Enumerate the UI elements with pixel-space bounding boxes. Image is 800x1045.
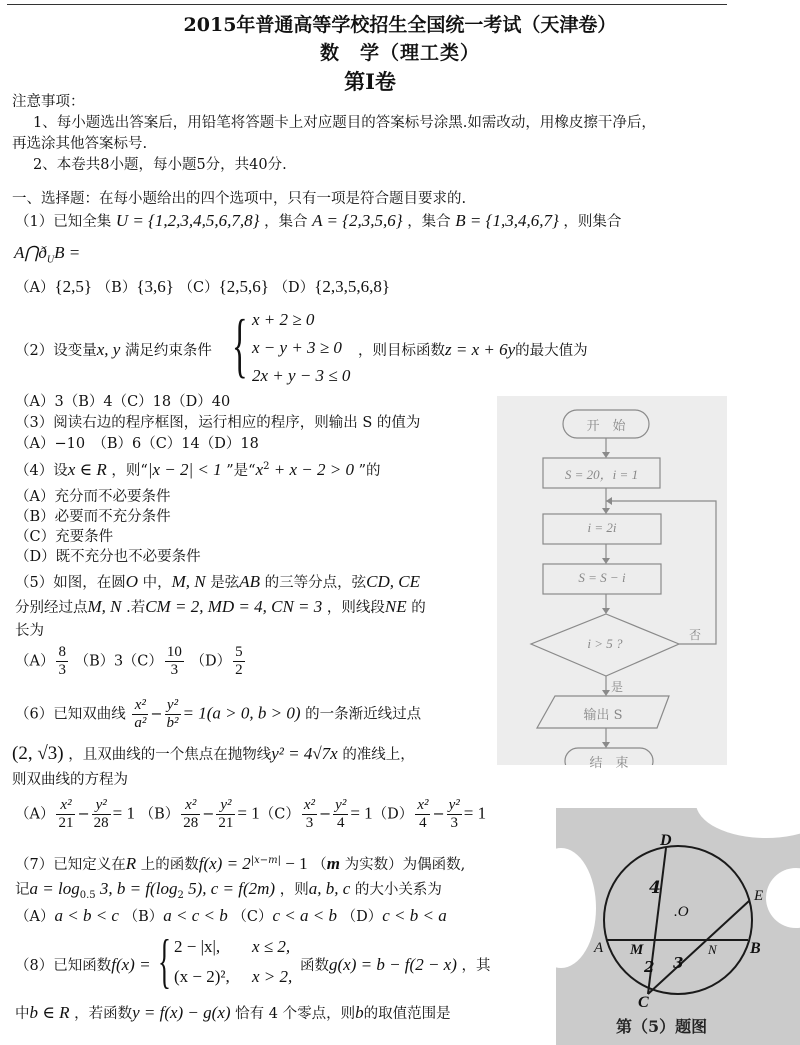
notice-item-1-cont: 再选涂其他答案标号. [12,136,148,152]
q5-option-a: $\frac{8}{3}$ [58,644,66,678]
label-o: .O [674,904,689,920]
q1-set-u: U = {1,2,3,4,5,6,7,8} [115,211,260,230]
q7-option-a: a < b < c [54,906,119,925]
q1-options: （A）{2,5} （B）{3,6} （C）{2,5,6} （D）{2,3,5,6,8} [15,277,391,296]
figure-caption: 第（5）题图 [616,1017,708,1036]
question-6-line3: 则双曲线的方程为 [12,772,128,788]
q7-options: （A）a < b < c （B）a < c < b （C）c < a < b （D）c < b < a [15,906,447,925]
question-5-line3: 长为 [15,623,44,639]
q2-options: （A）3（B）4（C）18（D）40 [15,394,231,410]
q1-option-d: {2,3,5,6,8} [314,277,391,296]
flow-decision: i > 5 ? [587,636,623,651]
question-5-line2: 分别经过点M, N .若CM = 2, MD = 4, CN = 3 ，则线段NE 的 [15,597,426,616]
q1-set-b: B = {1,3,4,6,7} [455,211,559,230]
q1-option-c: {2,5,6} [218,277,269,296]
q5-option-d: $\frac{5}{2}$ [235,644,243,678]
section-heading: 一、选择题：在每小题给出的四个选项中，只有一项是符合题目要求的. [12,191,467,207]
label-d: D [660,832,672,849]
q1-number: （1） [15,214,54,230]
q4-option-b: （B）必要而不充分条件 [15,509,171,525]
label-a: A [594,940,604,956]
flow-step-subtract: S = S − i [578,570,626,585]
question-5-line1: （5）如图，在圆O 中，M, N 是弦AB 的三等分点，弦CD, CE [15,572,420,591]
label-n: N [708,942,717,957]
q1-option-a: {2,5} [54,277,93,296]
q2-brace: { [232,305,248,385]
notice-item-1: 1、每小题选出答案后，用铅笔将答题卡上对应题目的答案标号涂黑.如需改动，用橡皮擦干净后， [33,115,656,131]
question-1: （1）已知全集 U = {1,2,3,4,5,6,7,8} ，集合 A = {2,3,5,6} ，集合 B = {1,3,4,6,7} ，则集合 [15,211,622,230]
q1-set-a: A = {2,3,5,6} [312,211,403,230]
label-b: B [750,940,761,957]
label-e: E [754,888,764,904]
flow-no-label: 否 [689,628,702,642]
question-7-line1: （7）已知定义在R 上的函数$f(x) = 2^{|x-m|} - 1$ （m 为实数）为偶函数, [15,853,466,873]
q6-options: （A） $\frac{\text{x²}}{21}$ − $\frac{\text{y²}}{28}$ = 1 （B） $\frac{\text{x²}}{28}$ − $\frac{\text{y²}}{21}$ = 1（C） $\frac{\text{x²}}{3}$ − $\frac{\text{y²}}{4}$ = 1（D） $\frac{\text{x²}}{4}$ − $\frac{\text{y²}}{3}$ = 1 [15,797,487,831]
exam-title: 2015年普通高等学校招生全国统一考试（天津卷） [183,14,617,36]
flow-start: 开 始 [586,419,626,434]
flow-output: 输出 S [583,708,623,723]
q5-option-b: 3 [114,650,123,670]
flowchart-figure [497,396,727,771]
q1-option-b: {3,6} [136,277,174,296]
circle-figure [556,808,800,1045]
notice-item-2: 2、本卷共8小题，每小题5分，共40分. [33,157,287,173]
exam-subject: 数 学（理工类） [319,42,480,64]
question-6-line2: (2, √3) ，且双曲线的一个焦点在抛物线y² = 4√7x 的准线上， [12,743,415,764]
question-4: （4）设x ∈ R ，则“|x − 2| < 1 ”是“$x^2 + x - 2 > 0$ ”的 [15,459,381,479]
q1-expression: $A⋂ð_UB$ = [14,243,81,266]
annotation-md: 4 [649,878,661,898]
flow-init: S = 20，i = 1 [564,467,639,482]
question-8-line2: 中b ∈ R ，若函数y = f(x) − g(x) 恰有 4 个零点，则b的取值范围是 [15,1003,451,1022]
question-3: （3）阅读右边的程序框图，运行相应的程序，则输出 S 的值为 [15,415,421,431]
flow-step-double: i = 2i [587,520,617,535]
q7-option-b: a < c < b [163,906,228,925]
q5-options: （A） $\frac{8}{3}$ （B）3（C） $\frac{10}{3}$ （D） $\frac{5}{2}$ [15,644,243,678]
exam-part: 第I卷 [344,69,396,94]
q8-brace: { [158,928,171,994]
question-8-line1-tail: 函数g(x) = b − f(2 − x) ，其 [300,955,491,974]
annotation-cn: 3 [673,954,684,972]
annotation-cm: 2 [644,958,655,976]
q8-cases: 2 − |x|, x ≤ 2, (x − 2)², x > 2, [174,937,293,986]
flow-yes-label: 是 [611,680,624,694]
question-2-tail: ，则目标函数z = x + 6y的最大值为 [358,340,588,359]
notice-heading: 注意事项： [12,94,85,110]
q4-option-a: （A）充分而不必要条件 [15,489,171,505]
label-c: C [638,994,649,1011]
top-rule [7,4,727,5]
q2-constraints: x + 2 ≥ 0 x − y + 3 ≥ 0 2x + y − 3 ≤ 0 [252,310,351,385]
question-8-line1: （8）已知函数f(x) = [15,955,151,974]
q4-option-c: （C）充要条件 [15,529,114,545]
q5-option-c: $\frac{10}{3}$ [166,644,182,678]
label-m: M [630,942,644,958]
question-6-line1: （6）已知双曲线 $\frac{\text{x²}}{\text{a²}}$ − $\frac{\text{y²}}{\text{b²}}$ = 1(a > 0, b > 0) 的一条渐近线过点 [15,697,422,731]
q3-options: （A）−10 （B）6（C）14（D）18 [15,436,259,452]
question-2-stem: （2）设变量x, y 满足约束条件 [15,340,212,359]
question-7-line2: 记$a = \log_{0.5} 3$, $b = f(\log_2$ 5), c = f(2m) ，则a, b, c 的大小关系为 [15,879,442,901]
q4-option-d: （D）既不充分也不必要条件 [15,549,201,565]
q7-option-d: c < b < a [382,906,447,925]
q7-option-c: c < a < b [272,906,337,925]
flow-end: 结 束 [589,756,629,771]
